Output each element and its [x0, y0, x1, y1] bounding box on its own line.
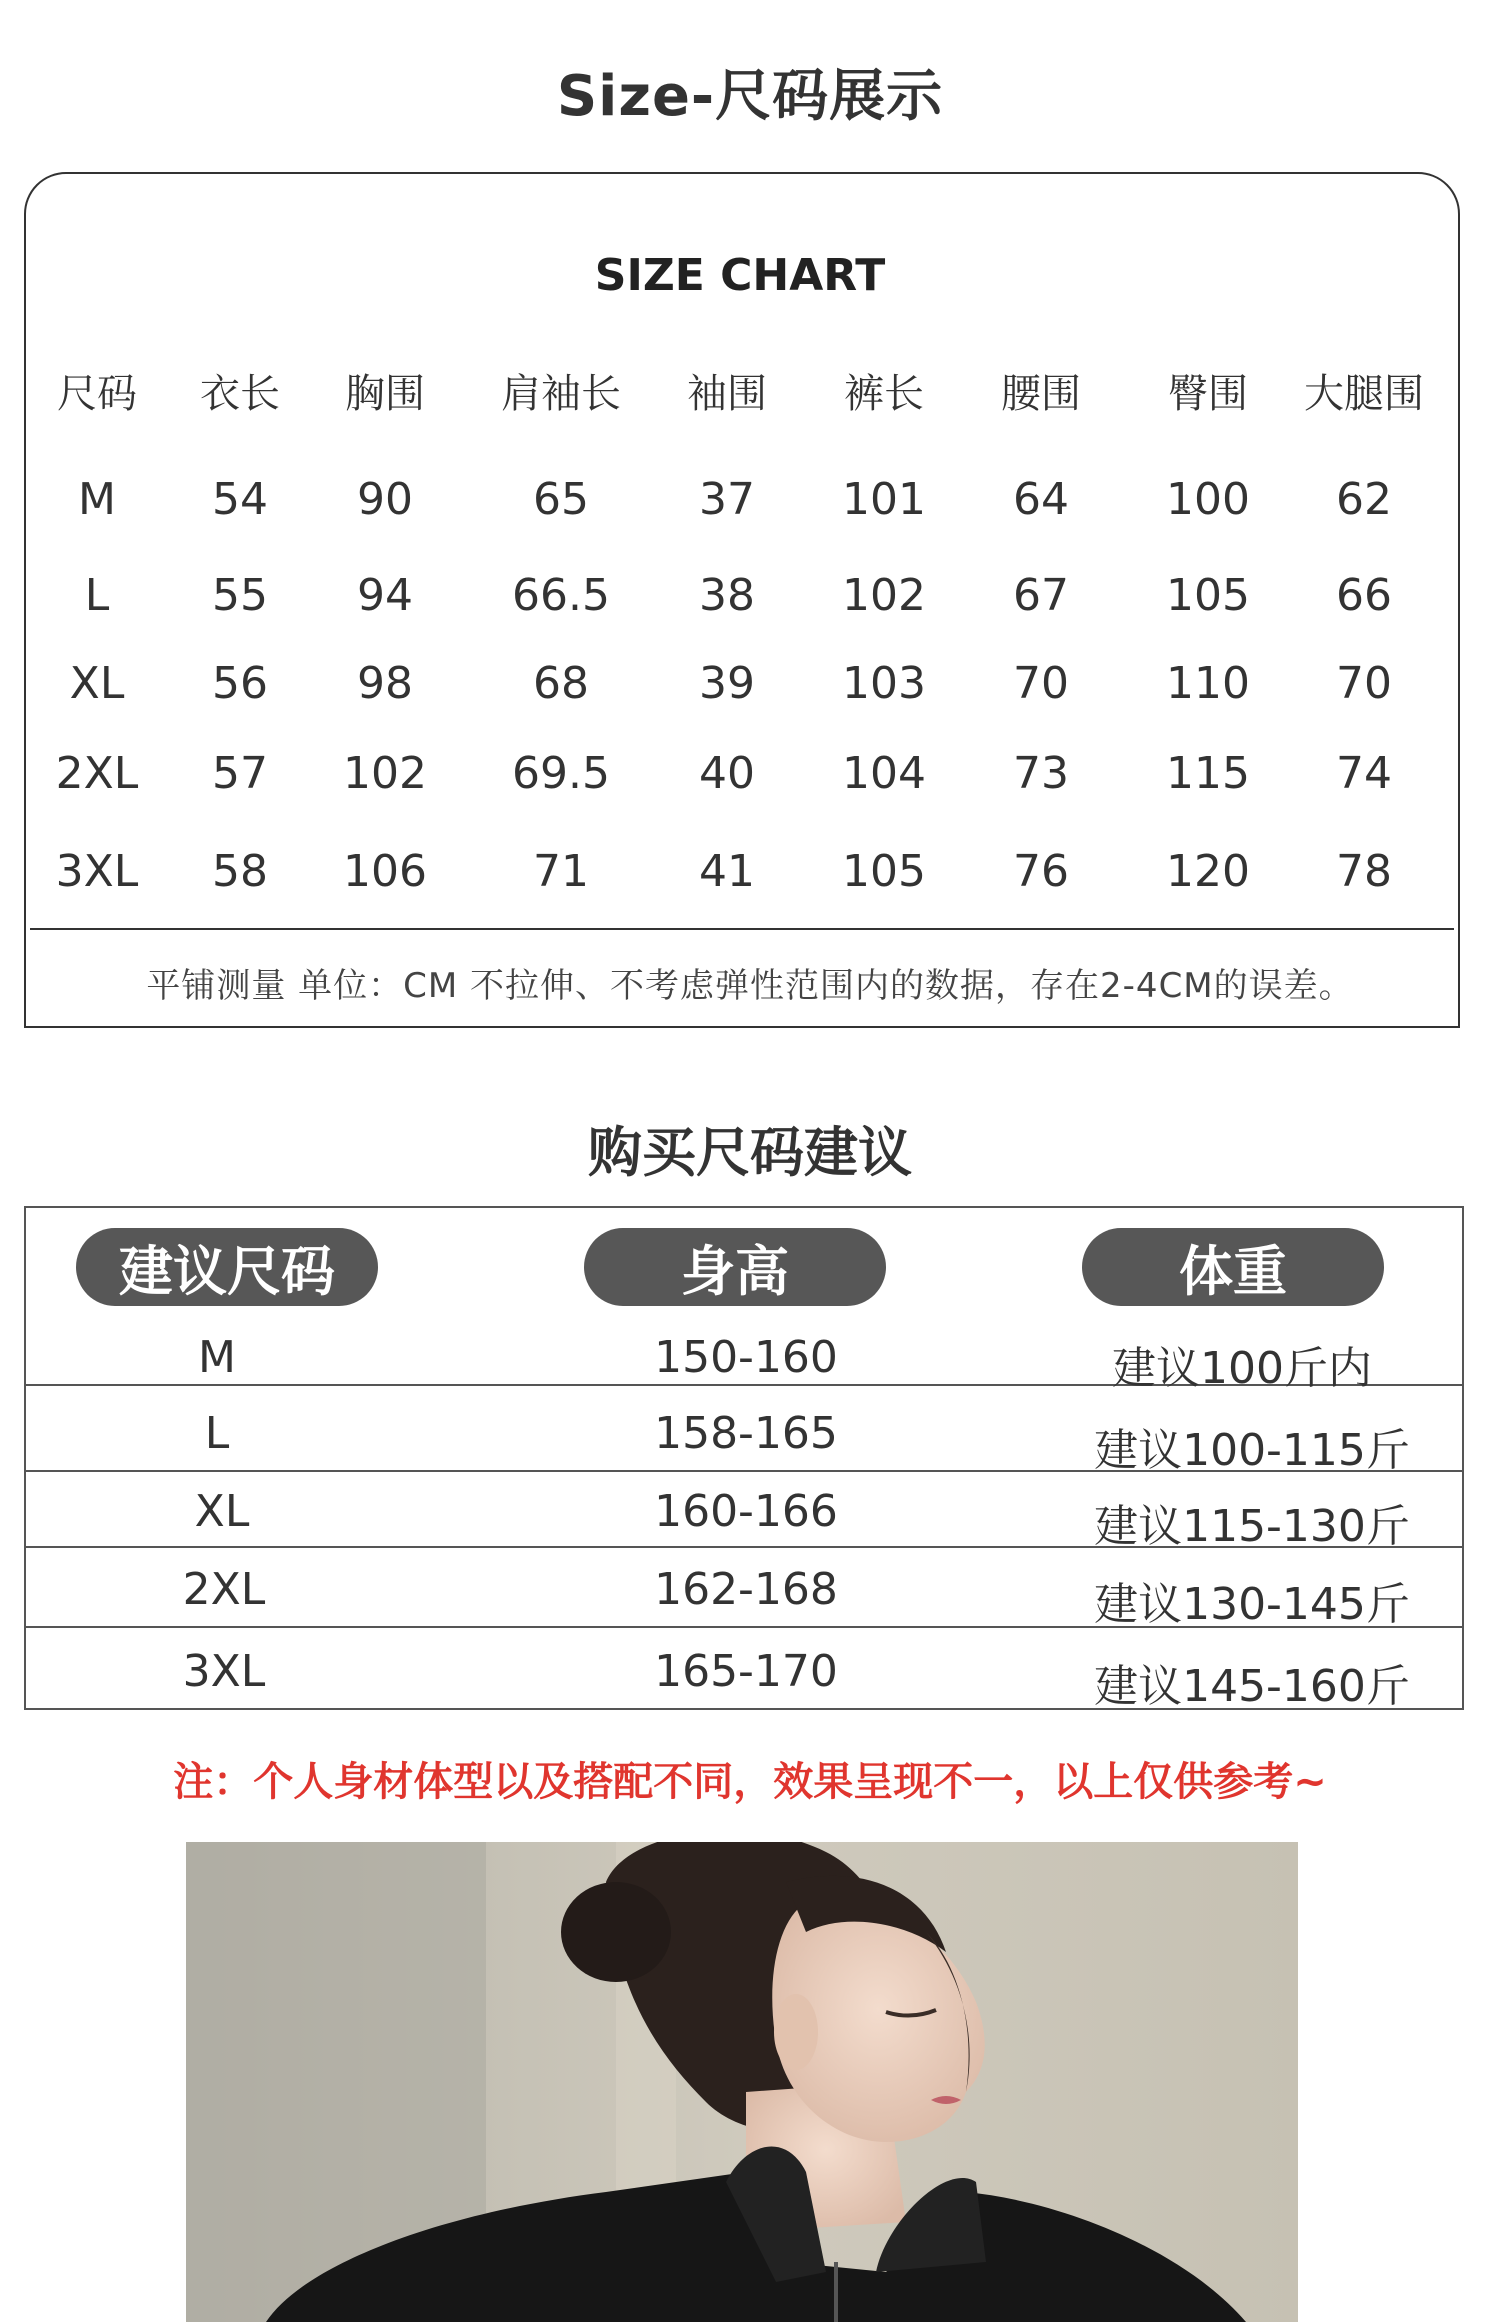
table-cell: 2XL — [55, 748, 139, 799]
table-cell: 90 — [357, 474, 413, 525]
table-cell: 56 — [212, 658, 268, 709]
rec-cell-weight: 建议130-145斤 — [1094, 1579, 1410, 1630]
table-cell: 102 — [343, 748, 427, 799]
column-header-sleeve-width: 袖围 — [687, 371, 767, 417]
table-cell: 71 — [533, 846, 589, 897]
table-cell: 55 — [212, 570, 268, 621]
column-header-shoulder-sleeve: 肩袖长 — [501, 371, 621, 417]
rec-cell-size: L — [204, 1408, 230, 1459]
rec-cell-weight: 建议100-115斤 — [1094, 1425, 1410, 1476]
page-title: Size-尺码展示 — [556, 64, 944, 129]
chart-divider — [30, 928, 1454, 930]
table-cell: 110 — [1166, 658, 1250, 709]
table-cell: 103 — [842, 658, 926, 709]
table-cell: 70 — [1013, 658, 1069, 709]
rec-cell-weight: 建议100斤内 — [1112, 1343, 1372, 1394]
rec-cell-weight: 建议145-160斤 — [1094, 1661, 1410, 1712]
column-header-size: 尺码 — [57, 371, 137, 417]
table-cell: 115 — [1166, 748, 1250, 799]
table-cell: 102 — [842, 570, 926, 621]
column-header-chest: 胸围 — [345, 371, 425, 417]
table-cell: 104 — [842, 748, 926, 799]
table-cell: 73 — [1013, 748, 1069, 799]
size-chart-heading: SIZE CHART — [594, 250, 886, 301]
table-cell: 39 — [699, 658, 755, 709]
rec-cell-size: XL — [194, 1486, 250, 1537]
table-cell: 68 — [533, 658, 589, 709]
column-header-length: 衣长 — [200, 371, 280, 417]
column-header-waist: 腰围 — [1001, 371, 1081, 417]
table-cell: 94 — [357, 570, 413, 621]
table-cell: 67 — [1013, 570, 1069, 621]
table-cell: 66.5 — [512, 570, 610, 621]
measurement-note: 平铺测量 单位：CM 不拉伸、不考虑弹性范围内的数据，存在2-4CM的误差。 — [146, 966, 1354, 1006]
table-cell: 101 — [842, 474, 926, 525]
header-pill-height: 身高 — [584, 1228, 886, 1306]
column-header-hip: 臀围 — [1168, 371, 1248, 417]
rec-cell-height: 158-165 — [654, 1408, 838, 1459]
table-cell: M — [78, 474, 116, 525]
rec-cell-size: 2XL — [182, 1564, 266, 1615]
table-cell: 58 — [212, 846, 268, 897]
table-cell: 100 — [1166, 474, 1250, 525]
table-cell: 54 — [212, 474, 268, 525]
table-cell: 120 — [1166, 846, 1250, 897]
table-cell: 40 — [699, 748, 755, 799]
table-cell: 78 — [1336, 846, 1392, 897]
header-pill-weight: 体重 — [1082, 1228, 1384, 1306]
table-cell: 57 — [212, 748, 268, 799]
table-cell: 38 — [699, 570, 755, 621]
header-pill-size: 建议尺码 — [76, 1228, 378, 1306]
table-cell: 70 — [1336, 658, 1392, 709]
table-cell: 76 — [1013, 846, 1069, 897]
table-cell: 64 — [1013, 474, 1069, 525]
table-cell: 66 — [1336, 570, 1392, 621]
rec-cell-size: M — [198, 1332, 236, 1383]
table-cell: 105 — [842, 846, 926, 897]
table-cell: 65 — [533, 474, 589, 525]
rec-cell-height: 160-166 — [654, 1486, 838, 1537]
table-cell: 62 — [1336, 474, 1392, 525]
table-cell: 105 — [1166, 570, 1250, 621]
table-cell: 74 — [1336, 748, 1392, 799]
disclaimer-note: 注：个人身材体型以及搭配不同，效果呈现不一，以上仅供参考~ — [173, 1759, 1327, 1805]
table-cell: 69.5 — [512, 748, 610, 799]
table-cell: 41 — [699, 846, 755, 897]
table-cell: 37 — [699, 474, 755, 525]
table-cell: L — [84, 570, 110, 621]
model-photo — [186, 1842, 1298, 2322]
rec-cell-height: 165-170 — [654, 1646, 838, 1697]
table-cell: 3XL — [55, 846, 139, 897]
column-header-pants-length: 裤长 — [844, 371, 924, 417]
column-header-thigh: 大腿围 — [1304, 371, 1424, 417]
recommendation-title: 购买尺码建议 — [588, 1121, 912, 1184]
table-cell: 98 — [357, 658, 413, 709]
table-cell: 106 — [343, 846, 427, 897]
rec-cell-weight: 建议115-130斤 — [1094, 1501, 1410, 1552]
rec-cell-height: 162-168 — [654, 1564, 838, 1615]
rec-cell-size: 3XL — [182, 1646, 266, 1697]
rec-cell-height: 150-160 — [654, 1332, 838, 1383]
table-cell: XL — [69, 658, 125, 709]
